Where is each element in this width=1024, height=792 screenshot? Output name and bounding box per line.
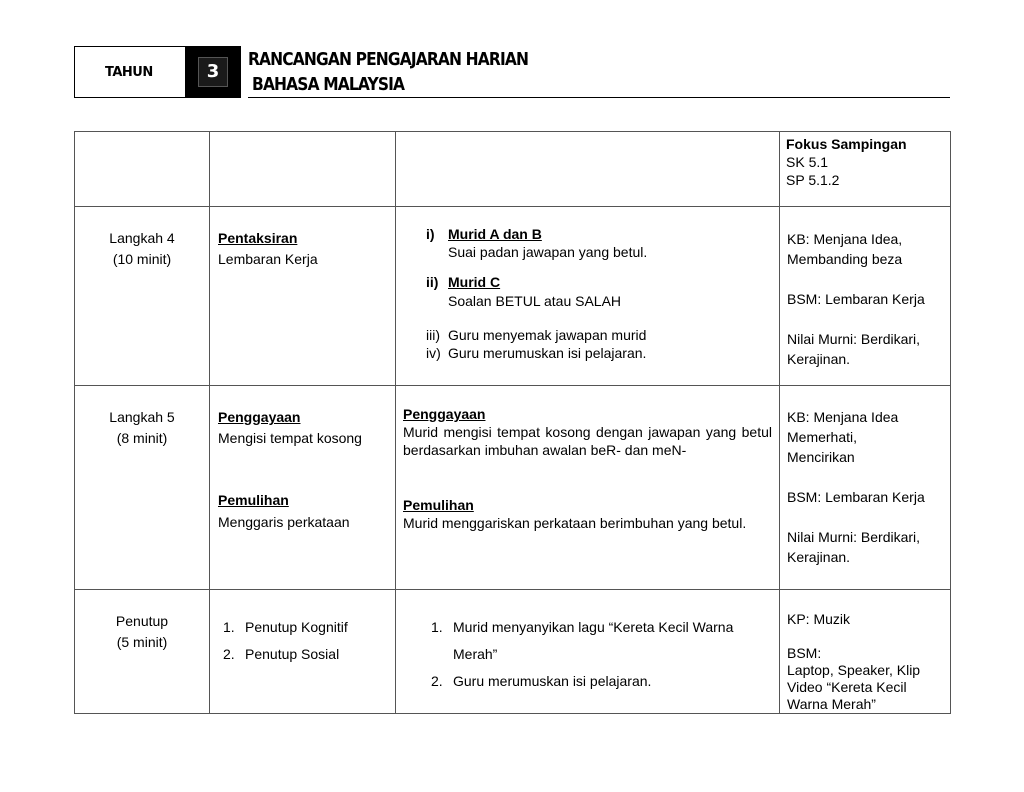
activity-cell (210, 207, 396, 386)
list-item (426, 273, 771, 309)
activity-cell (210, 590, 396, 714)
notes-cell (780, 207, 951, 386)
note-line: Video “Kereta Kecil (787, 679, 907, 695)
step-label: Langkah 4 (109, 230, 175, 246)
note-line: BSM: (787, 645, 822, 661)
item-title: Murid C (448, 274, 501, 291)
lesson-plan-table (74, 131, 951, 714)
notes-cell (780, 386, 951, 590)
activity-title: Pemulihan (218, 492, 289, 509)
step-duration: (10 minit) (112, 251, 172, 268)
activity-text: Lembaran Kerja (218, 251, 318, 268)
table-row (75, 590, 951, 714)
fokus-line: SP 5.1.2 (786, 172, 840, 189)
tahun-label: TAHUN (105, 65, 153, 80)
activity-title: Pentaksiran (218, 230, 298, 246)
note-line: Laptop, Speaker, Klip (787, 662, 921, 678)
item-text: Murid menyanyikan lagu “Kereta Kecil Warna (453, 619, 734, 635)
note-line: Membanding beza (787, 251, 903, 267)
note-line: KB: Menjana Idea (787, 409, 899, 425)
note-line: KB: Menjana Idea, (787, 231, 903, 247)
step-duration: (8 minit) (116, 430, 168, 447)
step-label: Penutup (115, 613, 169, 629)
list-item (223, 618, 387, 636)
note-line: BSM: Lembaran Kerja (787, 489, 925, 505)
step-cell (75, 386, 210, 590)
item-text: Guru merumuskan isi pelajaran. (453, 673, 652, 690)
item-text: Guru menyemak jawapan murid (448, 326, 647, 343)
activity-text: Mengisi tempat kosong (218, 430, 362, 447)
table-row (75, 132, 951, 207)
item-number: iv) (426, 344, 441, 361)
note-line: Mencirikan (787, 449, 855, 465)
item-title: Murid A dan B (448, 226, 542, 242)
note-line: Nilai Murni: Berdikari, (787, 331, 921, 347)
description-title: Pemulihan (403, 496, 474, 513)
item-text: Guru merumuskan isi pelajaran. (448, 344, 647, 361)
notes-cell (780, 590, 951, 714)
item-number: iii) (426, 326, 440, 343)
item-number: 2. (223, 646, 235, 663)
description-text: Murid menggariskan perkataan berimbuhan yang betul. (403, 514, 747, 531)
activity-cell (210, 386, 396, 590)
item-number: 1. (431, 619, 443, 635)
item-number: i) (426, 226, 435, 242)
item-text: Merah” (453, 646, 498, 663)
fokus-cell (780, 132, 951, 207)
list-item (431, 618, 771, 663)
table-row (75, 207, 951, 386)
list-item (426, 344, 771, 362)
description-text: Murid mengisi tempat kosong dengan jawapan yang betul berdasarkan imbuhan awalan beR- dan meN- (403, 424, 772, 459)
list-item (426, 326, 771, 344)
item-text: Suai padan jawapan yang betul. (448, 244, 648, 261)
step-cell (75, 590, 210, 714)
item-number: ii) (426, 274, 439, 291)
note-line: BSM: Lembaran Kerja (787, 291, 925, 307)
tahun-box (74, 46, 185, 98)
tahun-number: 3 (198, 57, 228, 87)
empty-cell (396, 132, 780, 207)
fokus-line: SK 5.1 (786, 154, 829, 171)
fokus-title: Fokus Sampingan (786, 136, 907, 152)
list-item (426, 225, 771, 261)
description-cell (396, 386, 780, 590)
description-title: Penggayaan (403, 406, 486, 422)
note-line: Warna Merah” (787, 696, 876, 712)
tahun-number-box (185, 46, 241, 98)
item-text: Penutup Kognitif (245, 619, 348, 635)
page-subtitle: BAHASA MALAYSIA (252, 74, 405, 95)
table-row (75, 386, 951, 590)
note-line: Nilai Murni: Berdikari, (787, 529, 921, 545)
page-header (74, 46, 950, 98)
item-text: Penutup Sosial (245, 646, 340, 663)
step-duration: (5 minit) (116, 634, 168, 651)
description-cell (396, 207, 780, 386)
activity-text: Menggaris perkataan (218, 513, 350, 530)
empty-cell (210, 132, 396, 207)
list-item (223, 645, 387, 663)
note-line: Memerhati, (787, 429, 858, 445)
step-label: Langkah 5 (109, 409, 175, 425)
note-line: KP: Muzik (787, 611, 851, 627)
item-number: 1. (223, 619, 235, 635)
step-cell (75, 207, 210, 386)
note-line: Kerajinan. (787, 549, 851, 565)
activity-title: Penggayaan (218, 409, 301, 425)
item-text: Soalan BETUL atau SALAH (448, 292, 622, 309)
page-title: RANCANGAN PENGAJARAN HARIAN (248, 49, 529, 70)
description-cell (396, 590, 780, 714)
list-item (431, 672, 771, 690)
note-line: Kerajinan. (787, 351, 851, 367)
empty-cell (75, 132, 210, 207)
header-divider (248, 97, 950, 98)
item-number: 2. (431, 673, 443, 690)
